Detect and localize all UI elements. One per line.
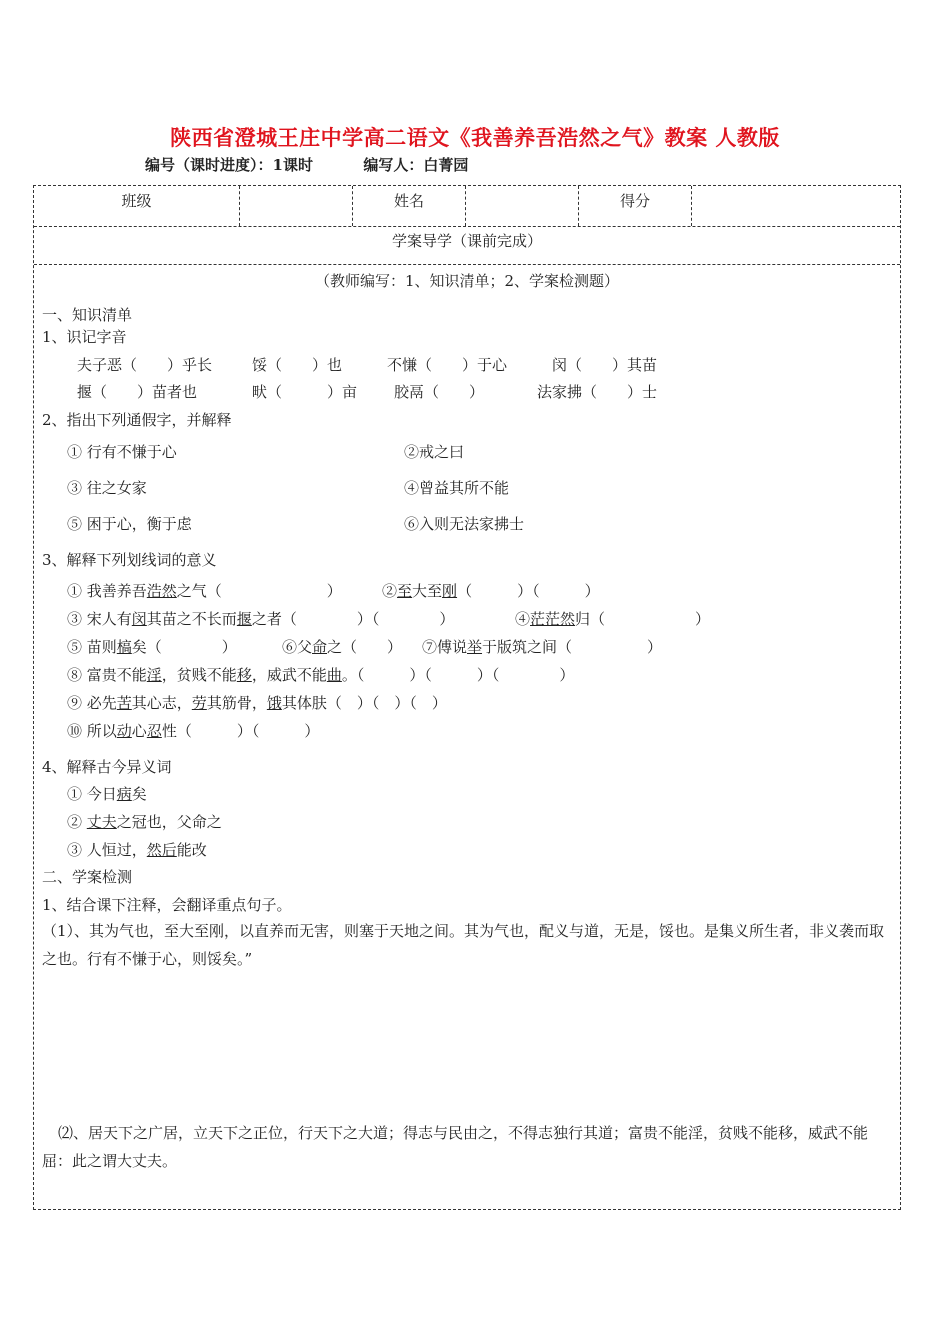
variant-item: ②戒之曰 — [404, 443, 465, 461]
document-subtitle — [145, 154, 468, 175]
ancient-modern-item: ③ 人恒过，然后能改 — [67, 841, 207, 859]
translation-passage-2: ⑵、居天下之广居，立天下之正位，行天下之大道；得志与民由之，不得志独行其道；富贵不能淫，贫贱不能移，威武不能屈：此之谓大丈夫。 — [42, 1124, 869, 1170]
pronunciation-item: 不慊（ ）于心 — [387, 356, 508, 374]
teacher-note: （教师编写：1、知识清单；2、学案检测题） — [314, 272, 620, 290]
class-label: 班级 — [34, 186, 240, 226]
word-meaning-item: ⑧ 富贵不能淫，贫贱不能移，威武不能曲。（ ）（ ）（ ） — [67, 666, 575, 684]
score-label: 得分 — [579, 186, 692, 226]
ancient-modern-item: ① 今日病矣 — [67, 785, 147, 803]
q1-heading: 1、识记字音 — [42, 328, 127, 346]
word-meaning-item: ① 我善养吾浩然之气（ ） — [67, 582, 342, 600]
variant-item: ⑤ 困于心，衡于虑 — [67, 515, 192, 533]
name-field[interactable] — [466, 186, 579, 226]
pronunciation-item: 馁（ ）也 — [252, 356, 343, 374]
word-meaning-item: ④茫茫然归（ ） — [515, 610, 711, 628]
pronunciation-item: 揠（ ）苗者也 — [77, 383, 198, 401]
variant-item: ① 行有不慊于心 — [67, 443, 177, 461]
word-meaning-item: ③ 宋人有闵其苗之不长而揠之者（ ）（ ） — [67, 610, 455, 628]
pronunciation-item: 畎（ ）亩 — [252, 383, 358, 401]
variant-item: ③ 往之女家 — [67, 479, 147, 497]
name-label: 姓名 — [353, 186, 466, 226]
word-meaning-item: ⑩ 所以动心忍性（ ）（ ） — [67, 722, 320, 740]
word-meaning-item: ⑦傅说举于版筑之间（ ） — [422, 638, 663, 656]
pronunciation-item: 胶鬲（ ） — [394, 383, 485, 401]
word-meaning-item: ②至大至刚（ ）（ ） — [382, 582, 600, 600]
pronunciation-item: 法家拂（ ）士 — [537, 383, 658, 401]
score-field[interactable] — [692, 186, 900, 226]
variant-item: ④曾益其所不能 — [404, 479, 510, 497]
student-info-row — [34, 186, 900, 227]
document-title: 陕西省澄城王庄中学高二语文《我善养吾浩然之气》教案 人教版 — [170, 125, 780, 150]
class-field[interactable] — [240, 186, 353, 226]
guide-row: 学案导学（课前完成） — [34, 226, 900, 265]
q2-heading: 2、指出下列通假字，并解释 — [42, 411, 232, 429]
lesson-number: 编号（课时进度）：1课时 — [145, 156, 313, 174]
author: 编写人：白菁园 — [363, 156, 469, 174]
word-meaning-item: ⑨ 必先苦其心志，劳其筋骨，饿其体肤（ ）（ ）（ ） — [67, 694, 447, 712]
ancient-modern-item: ② 丈夫之冠也，父命之 — [67, 813, 222, 831]
section1-heading: 一、知识清单 — [42, 306, 133, 324]
translation-heading: 1、结合课下注释，会翻译重点句子。 — [42, 896, 292, 914]
q3-heading: 3、解释下列划线词的意义 — [42, 551, 217, 569]
q4-heading: 4、解释古今异义词 — [42, 758, 172, 776]
pronunciation-item: 夫子恶（ ）乎长 — [77, 356, 213, 374]
translation-passage-1: （1）、其为气也，至大至刚，以直养而无害，则塞于天地之间。其为气也，配义与道，无是，馁也。是集义所生者，非义袭而取之也。行有不慊于心，则馁矣。” — [42, 922, 885, 968]
pronunciation-item: 闵（ ）其苗 — [552, 356, 658, 374]
word-meaning-item: ⑥父命之（ ） — [282, 638, 403, 656]
worksheet-table — [33, 185, 901, 1210]
section2-heading: 二、学案检测 — [42, 868, 133, 886]
variant-item: ⑥入则无法家拂士 — [404, 515, 525, 533]
word-meaning-item: ⑤ 苗则槁矣（ ） — [67, 638, 237, 656]
